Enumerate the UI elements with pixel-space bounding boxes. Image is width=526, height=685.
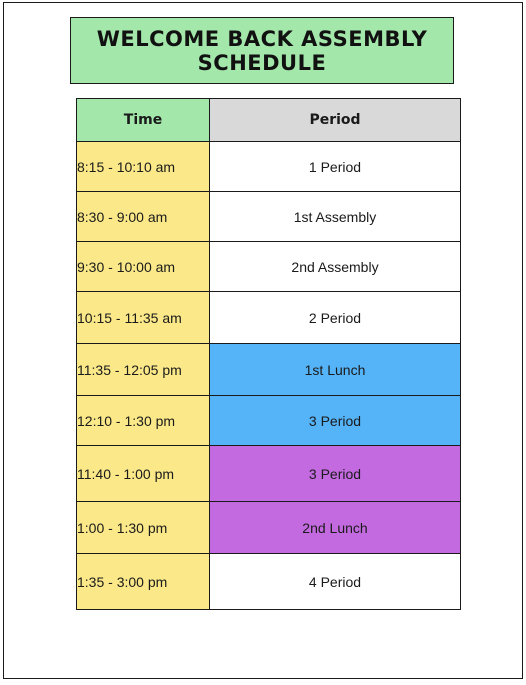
- time-column-header: Time: [77, 99, 210, 142]
- table-row: [77, 446, 461, 502]
- period-cell: 3 Period: [210, 446, 461, 502]
- table-row: [77, 142, 461, 192]
- schedule-table: [76, 98, 461, 610]
- period-cell: 1 Period: [210, 142, 461, 192]
- title-line-1: WELCOME BACK ASSEMBLY: [96, 26, 428, 51]
- time-cell: 8:30 - 9:00 am: [77, 192, 210, 242]
- time-cell: 8:15 - 10:10 am: [77, 142, 210, 192]
- period-cell: 2 Period: [210, 292, 461, 344]
- schedule-page: [3, 2, 523, 679]
- time-cell: 9:30 - 10:00 am: [77, 242, 210, 292]
- table-row: [77, 344, 461, 396]
- table-row: [77, 502, 461, 554]
- time-cell: 11:40 - 1:00 pm: [77, 446, 210, 502]
- period-cell: 4 Period: [210, 554, 461, 610]
- table-row: [77, 292, 461, 344]
- time-cell: 11:35 - 12:05 pm: [77, 344, 210, 396]
- header-row: [77, 99, 461, 142]
- time-cell: 1:35 - 3:00 pm: [77, 554, 210, 610]
- table-row: [77, 554, 461, 610]
- table-row: [77, 192, 461, 242]
- time-cell: 10:15 - 11:35 am: [77, 292, 210, 344]
- time-cell: 12:10 - 1:30 pm: [77, 396, 210, 446]
- period-cell: 3 Period: [210, 396, 461, 446]
- period-cell: 1st Lunch: [210, 344, 461, 396]
- period-cell: 2nd Assembly: [210, 242, 461, 292]
- table-row: [77, 396, 461, 446]
- title-banner: [70, 17, 454, 84]
- period-cell: 1st Assembly: [210, 192, 461, 242]
- time-cell: 1:00 - 1:30 pm: [77, 502, 210, 554]
- period-cell: 2nd Lunch: [210, 502, 461, 554]
- period-column-header: Period: [210, 99, 461, 142]
- table-row: [77, 242, 461, 292]
- title-line-2: SCHEDULE: [197, 50, 327, 75]
